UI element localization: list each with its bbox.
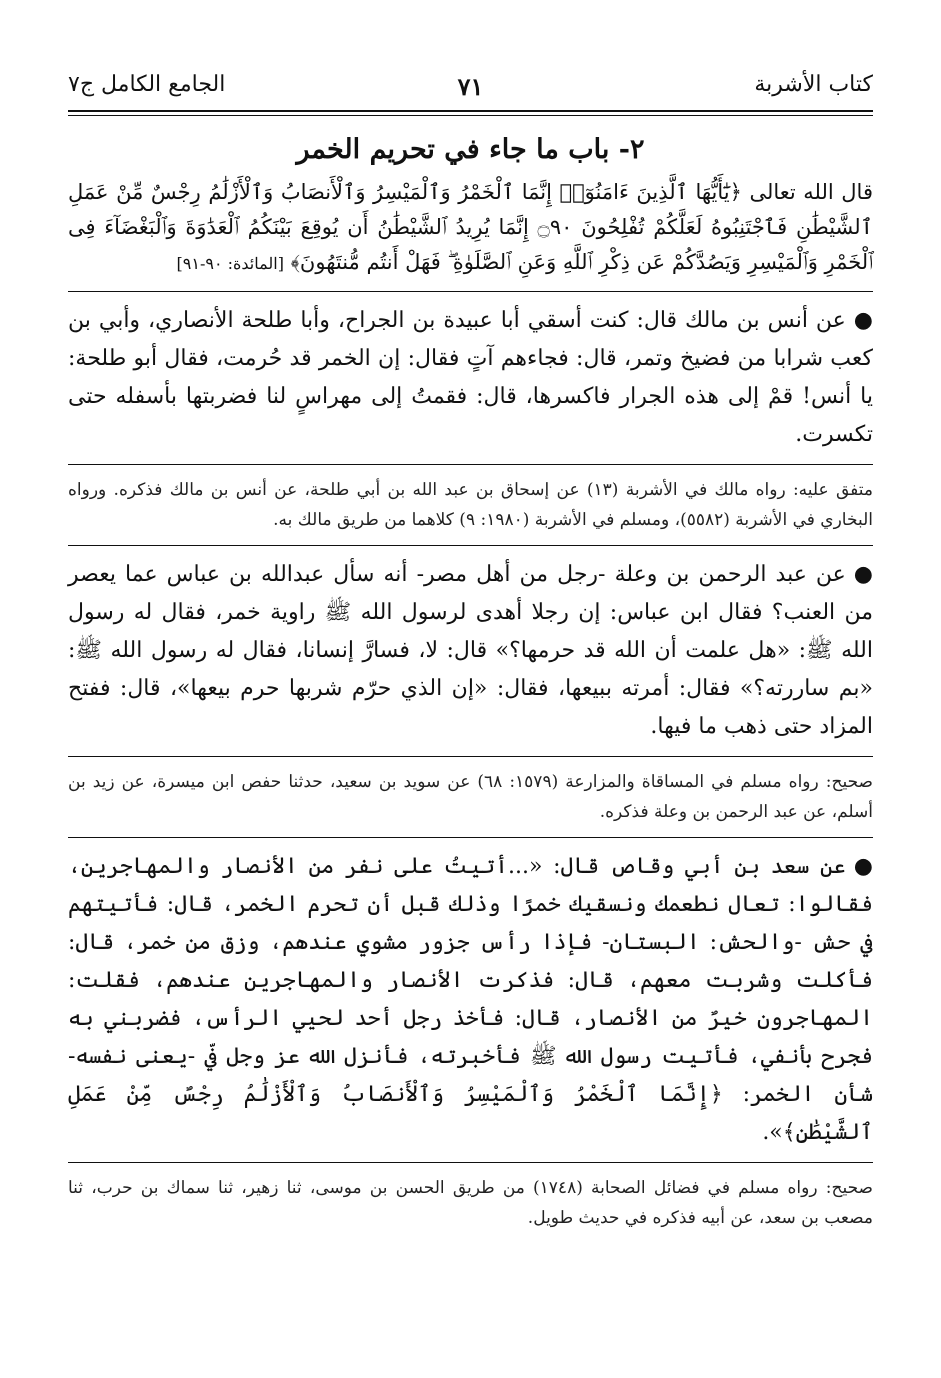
chapter-title: ٢- باب ما جاء في تحريم الخمر: [296, 134, 645, 165]
hadith-body: عن أنس بن مالك قال: كنت أسقي أبا عبيدة بن الجراح، وأبا طلحة الأنصاري، وأبي بن كعب شرابا من فضيخ وتمر، قال: فجاءهم آتٍ فقال: إن الخمر قد حُرمت، فقال أبو طلحة: يا أنس! قمْ إلى هذه الجرار فاكسرها، قال: فقمتُ إلى مهراسٍ لنا فضربتها بأسفله حتى تكسرت.: [68, 308, 873, 447]
hadith-body: عن عبد الرحمن بن وعلة -رجل من أهل مصر- أنه سأل عبدالله بن عباس عما يعصر من العنب؟ فقال ابن عباس: إن رجلا أهدى لرسول الله ﷺ راوية خمر، فقال له رسول الله ﷺ: «هل علمت أن الله قد حرمها؟» قال: لا، فسارَّ إنسانا، فقال له رسول الله ﷺ: «بم ساررته؟» فقال: أمرته ببيعها، فقال: «إن الذي حرّم شربها حرم بيعها»، قال: ففتح المزاد حتى ذهب ما فيها.: [68, 562, 873, 739]
hadith-takhrij: صحيح: رواه مسلم في المساقاة والمزارعة (١٥٧٩: ٦٨) عن سويد بن سعيد، حدثنا حفص ابن ميسرة، عن زيد بن أسلم، عن عبد الرحمن بن وعلة فذكره.: [68, 772, 873, 822]
hadith-takhrij: صحيح: رواه مسلم في فضائل الصحابة (١٧٤٨) من طريق الحسن بن موسى، ثنا زهير، ثنا سماك بن حرب، ثنا مصعب بن سعد، عن أبيه فذكره في حديث طويل.: [68, 1178, 873, 1228]
section-divider: [68, 545, 873, 546]
header-rule-thin: [68, 115, 873, 116]
page-content: [68, 126, 873, 1233]
section-divider: [68, 756, 873, 757]
section-divider: [68, 464, 873, 465]
quran-intro: [68, 175, 873, 281]
bullet-icon: ●: [853, 854, 873, 879]
book-title: الجامع الكامل ج٧: [68, 72, 226, 97]
page-number: ٧١: [457, 72, 484, 101]
hadith-body: عن سعد بن أبي وقاص قال: «...أتيتُ على نفر من الأنصار والمهاجرين، فقالوا: تعال نطعمك ونسقيك خمرًا وذلك قبل أن تحرم الخمر، قال: فأتيتهم في حش -والحش: البستان- فإذا رأس جزور مشوي عندهم، وزق من خمر، قال: فأكلت وشربت معهم، قال: فذكرت الأنصار والمهاجرين عندهم، فقلت: المهاجرون خيرٌ من الأنصار، قال: فأخذ رجل أحد لحيي الرأس، فضربني به فجرح بأنفي، فأتيت رسول الله ﷺ فأخبرته، فأنزل الله عز وجل فيّ -يعنى نفسه- شأن الخمر: ﴿إِنَّمَا ٱلْخَمْرُ وَٱلْمَيْسِرُ وَٱلْأَنصَابُ وَٱلْأَزْلَٰمُ رِجْسٌ مِّنْ عَمَلِ ٱلشَّيْطَٰنِ﴾».: [68, 854, 873, 1145]
section-divider: [68, 837, 873, 838]
book-section-title: كتاب الأشربة: [754, 72, 873, 97]
header-rule: [68, 110, 873, 112]
bullet-icon: ●: [853, 562, 873, 587]
hadith-takhrij: متفق عليه: رواه مالك في الأشربة (١٣) عن إسحاق بن عبد الله بن أبي طلحة، عن أنس بن مالك فذكره. ورواه البخاري في الأشربة (٥٥٨٢)، ومسلم في الأشربة (١٩٨٠: ٩) كلاهما من طريق مالك به.: [68, 480, 874, 530]
quran-verse-text: قال الله تعالى ﴿يَٰٓأَيُّهَا ٱلَّذِينَ ءَامَنُوٓا۟ إِنَّمَا ٱلْخَمْرُ وَٱلْمَيْسِرُ وَٱلْأَنصَابُ وَٱلْأَزْلَٰمُ رِجْسٌ مِّنْ عَمَلِ ٱلشَّيْطَٰنِ فَٱجْتَنِبُوهُ لَعَلَّكُمْ تُفْلِحُونَ ۝٩٠ إِنَّمَا يُرِيدُ ٱلشَّيْطَٰنُ أَن يُوقِعَ بَيْنَكُمُ ٱلْعَدَٰوَةَ وَٱلْبَغْضَآءَ فِى ٱلْخَمْرِ وَٱلْمَيْسِرِ وَيَصُدَّكُمْ عَن ذِكْرِ ٱللَّهِ وَعَنِ ٱلصَّلَوٰةِ ۖ فَهَلْ أَنتُم مُّنتَهُونَ﴾: [68, 180, 873, 274]
verse-reference: [المائدة: ٩٠-٩١]: [176, 254, 284, 273]
hadith-text: [68, 302, 873, 454]
section-divider: [68, 291, 873, 292]
hadith-text: [68, 556, 873, 746]
hadith-text: [68, 848, 873, 1152]
bullet-icon: ●: [853, 308, 873, 333]
section-divider: [68, 1162, 873, 1163]
running-header: [68, 66, 873, 106]
